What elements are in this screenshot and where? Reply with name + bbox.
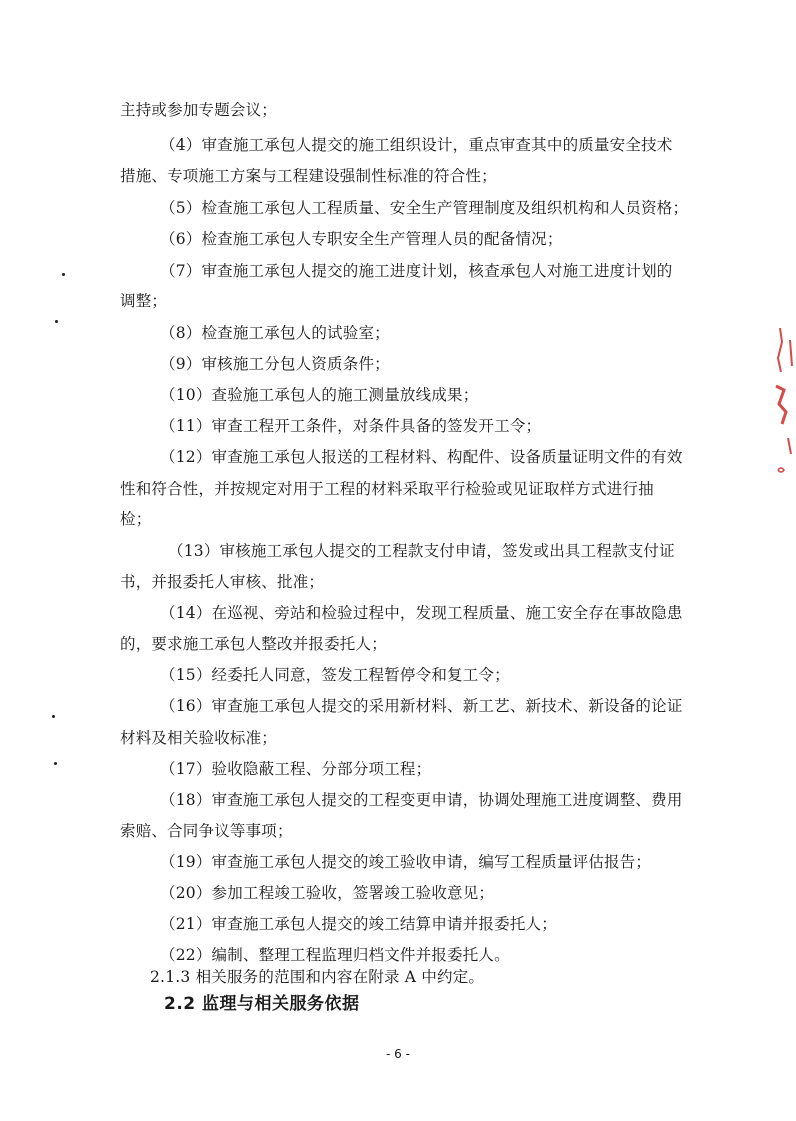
list-item-21: （21）审查施工承包人提交的竣工结算申请并报委托人； bbox=[160, 915, 557, 933]
list-item-17: （17）验收隐蔽工程、分部分项工程； bbox=[160, 760, 432, 778]
page-number: - 6 - bbox=[386, 1047, 410, 1061]
scan-speck bbox=[54, 762, 57, 765]
list-item-7: （7）审查施工承包人提交的施工进度计划，核查承包人对施工进度计划的 bbox=[160, 262, 673, 280]
list-item-15: （15）经委托人同意，签发工程暂停令和复工令； bbox=[160, 666, 510, 684]
list-item-4-cont: 措施、专项施工方案与工程建设强制性标准的符合性； bbox=[120, 167, 497, 185]
list-item-4: （4）审查施工承包人提交的施工组织设计，重点审查其中的质量安全技术 bbox=[160, 136, 673, 154]
list-item-8: （8）检查施工承包人的试验室； bbox=[160, 324, 390, 342]
list-item-14: （14）在巡视、旁站和检验过程中，发现工程质量、施工安全存在事故隐患 bbox=[160, 604, 683, 622]
section-heading: 2.2 监理与相关服务依据 bbox=[164, 994, 360, 1014]
list-item-22: （22）编制、整理工程监理归档文件并报委托人。 bbox=[160, 946, 510, 964]
list-item-12-cont-2: 检； bbox=[120, 510, 152, 528]
list-item-16: （16）审查施工承包人提交的采用新材料、新工艺、新技术、新设备的论证 bbox=[160, 697, 683, 715]
list-item-12-cont: 性和符合性，并按规定对用于工程的材料采取平行检验或见证取样方式进行抽 bbox=[120, 480, 654, 498]
list-item-20: （20）参加工程竣工验收，签署竣工验收意见； bbox=[160, 884, 495, 902]
list-item-19: （19）审查施工承包人提交的竣工验收申请，编写工程质量评估报告； bbox=[160, 853, 652, 871]
scan-speck bbox=[55, 320, 58, 323]
list-item-13: （13）审核施工承包人提交的工程款支付申请，签发或出具工程款支付证 bbox=[168, 542, 675, 560]
seal-stamp-fragment bbox=[770, 320, 796, 495]
scan-speck bbox=[52, 715, 55, 718]
list-item-18: （18）审查施工承包人提交的工程变更申请，协调处理施工进度调整、费用 bbox=[160, 791, 683, 809]
list-item-6: （6）检查施工承包人专职安全生产管理人员的配备情况； bbox=[160, 230, 563, 248]
list-item-13-cont: 书，并报委托人审核、批准； bbox=[120, 573, 325, 591]
list-item-5: （5）检查施工承包人工程质量、安全生产管理制度及组织机构和人员资格； bbox=[160, 199, 689, 217]
list-item-14-cont: 的，要求施工承包人整改并报委托人； bbox=[120, 635, 387, 653]
list-item-10: （10）查验施工承包人的施工测量放线成果； bbox=[160, 386, 479, 404]
list-item-12: （12）审查施工承包人报送的工程材料、构配件、设备质量证明文件的有效 bbox=[160, 448, 683, 466]
list-item-9: （9）审核施工分包人资质条件； bbox=[160, 355, 390, 373]
scan-speck bbox=[62, 273, 65, 276]
body-line: 主持或参加专题会议； bbox=[120, 101, 278, 119]
list-item-18-cont: 索赔、合同争议等事项； bbox=[120, 822, 293, 840]
list-item-7-cont: 调整； bbox=[120, 292, 168, 310]
list-item-16-cont: 材料及相关验收标准； bbox=[120, 729, 278, 747]
clause-2-1-3: 2.1.3 相关服务的范围和内容在附录 A 中约定。 bbox=[150, 968, 485, 986]
list-item-11: （11）审查工程开工条件，对条件具备的签发开工令； bbox=[160, 417, 542, 435]
